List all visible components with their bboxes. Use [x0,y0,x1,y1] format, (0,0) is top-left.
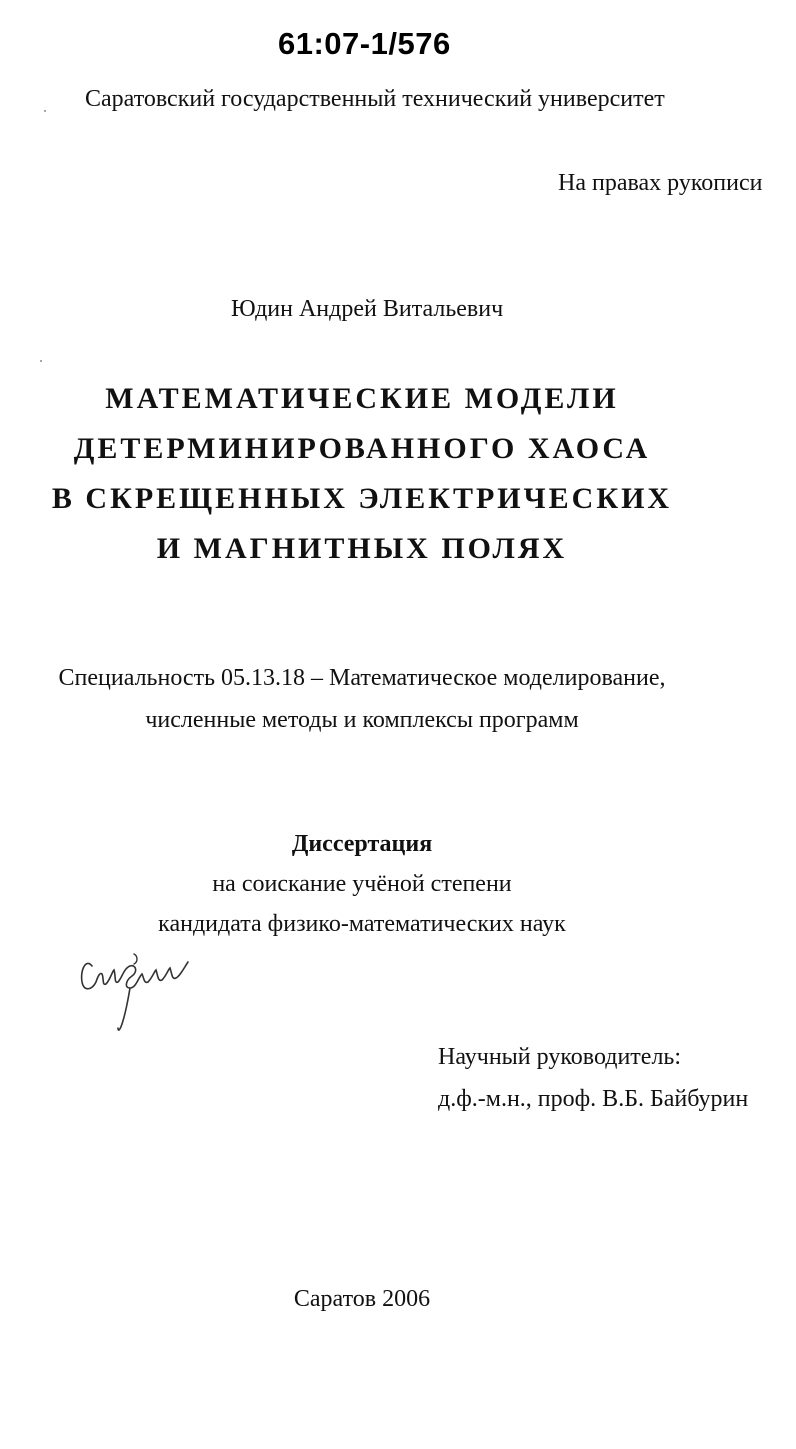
specialty [0,657,724,741]
title-line: И МАГНИТНЫХ ПОЛЯХ [156,532,568,565]
supervisor-label: Научный руководитель: [438,1044,682,1070]
author-name: Юдин Андрей Витальевич [231,296,504,322]
title-line: В СКРЕЩЕННЫХ ЭЛЕКТРИЧЕСКИХ [51,482,673,515]
supervisor-name: д.ф.-м.н., проф. В.Б. Байбурин [438,1086,749,1112]
scan-speck [44,110,46,112]
title-line: ДЕТЕРМИНИРОВАННОГО ХАОСА [73,432,651,465]
supervisor-block [438,1036,748,1120]
dissertation-title [0,374,724,574]
degree-block [0,824,724,944]
degree-line: кандидата физико-математических наук [158,911,566,937]
title-line: МАТЕМАТИЧЕСКИЕ МОДЕЛИ [105,382,619,415]
specialty-line: Специальность 05.13.18 – Математическое моделирование, [58,665,666,691]
manuscript-note: На правах рукописи [558,170,763,196]
dissertation-heading: Диссертация [291,831,433,857]
scan-speck [40,360,42,362]
city-year: Саратов 2006 [293,1286,431,1312]
degree-line: на соискание учёной степени [212,871,512,897]
specialty-line: численные методы и комплексы программ [145,707,579,733]
archive-code: 61:07-1/576 [278,26,451,61]
handwritten-signature [78,948,228,1038]
university-name: Саратовский государственный технический университет [85,86,665,112]
